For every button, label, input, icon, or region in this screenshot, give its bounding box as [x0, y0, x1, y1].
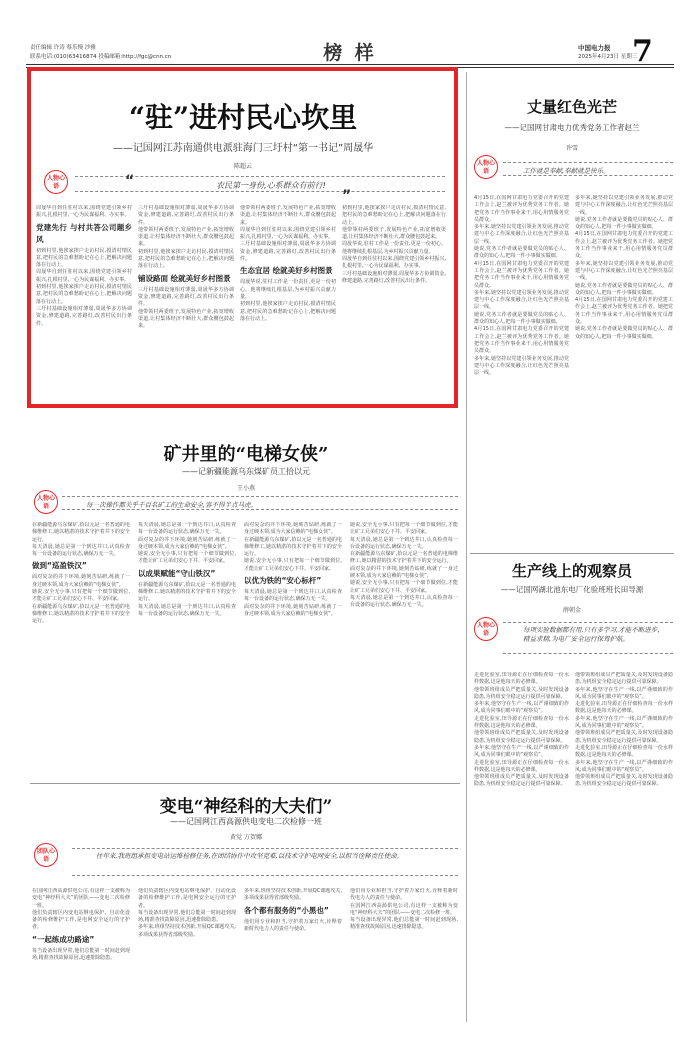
- red-quote-text: 工作就是奉献,奉献就是快乐。: [523, 167, 610, 175]
- elevator-col-4: 她说,安全无小事,只有把每一个细节做到位,才能让矿工兄弟们安心下井、平安回家。 每天清晨,她总是第一个到达井口,认真检查每一台设备的运行状态,确保万无一失。 在新疆能源乌东煤矿,拾以元是一名普通的电梯维修工,她以精湛的技术守护着井下的安全运行。 面对复杂的井下环境,她刻苦钻研,练就了一身过硬本领,成为大家信赖的“电梯女侠”。 她说,安全无小事,只有把每一个细节做到位,才能让矿工兄弟们安心下井、平安回家。 每天清晨,她总是第一个到达井口,认真检查每一台设备的运行状态,确保万无一失。: [350, 522, 458, 609]
- right-separator: [470, 553, 674, 554]
- contact-line: 联系电话:(010)63416874 投稿邮箱:http://fgc@cnn.cn: [30, 54, 172, 60]
- substation-badge: 团队心语: [34, 843, 58, 867]
- village-col-2: 三圩村基础设施相对薄弱,周晟华多方协调资金,修建道路,完善路灯,改善村民出行条件。 他带领村两委班子,发展特色产业,拓宽增收渠道,让村集体经济不断壮大,群众腰包鼓起来。 初到村里,他挨家挨户走访村民,摸清村情民意,把村民的急难愁盼记在心上,把解决问题落在行动上。 铺设路面 绘就美好乡村图景 三圩村基础设施相对薄弱,周晟华多方协调资金,修建道路,完善路灯,改善村民出行条件。 他带领村两委班子,发展特色产业,拓宽增收渠道,让村集体经济不断壮大,群众腰包鼓起来。: [138, 205, 234, 330]
- substation-head-1: “一起练成功路途”: [32, 934, 95, 944]
- column-divider: [466, 72, 467, 1022]
- substation-head-2: 各个都有服务的“小黑也”: [244, 905, 329, 915]
- elevator-quote: [62, 496, 458, 510]
- elevator-title: 矿井里的“电梯女侠”: [163, 444, 329, 465]
- left-separator: [30, 783, 460, 784]
- observer-quote: [503, 622, 673, 654]
- elevator-col-2: 每天清晨,她总是第一个到达井口,认真检查每一台设备的运行状态,确保万无一失。 面对复杂的井下环境,她刻苦钻研,练就了一身过硬本领,成为大家信赖的“电梯女侠”。 她说,安全无小事,只有把每一个细节做到位,才能让矿工兄弟们安心下井、平安回家。 以成果赋能“守山铁汉” 在新疆能源乌东煤矿,拾以元是一名普通的电梯维修工,她以精湛的技术守护着井下的安全运行。 每天清晨,她总是第一个到达井口,认真检查每一台设备的运行状态,确保万无一失。: [138, 522, 236, 617]
- elevator-subtitle: ——记新疆能源乌东煤矿员工拾以元: [182, 467, 310, 476]
- red-col-1: 4月15日,在国网甘肃电力党委召开的党建工作会上,赵兰被评为优秀党务工作者。她把党务工作当作事业来干,用心用情服务党员群众。 多年来,她坚持以党建引领业务发展,推动党建与中心工作深度融合,让红色光芒照亮基层一线。 她说,党务工作者就是要做党员的贴心人、群众的知心人,把每一件小事做实做细。 4月15日,在国网甘肃电力党委召开的党建工作会上,赵兰被评为优秀党务工作者。她把党务工作当作事业来干,用心用情服务党员群众。 多年来,她坚持以党建引领业务发展,推动党建与中心工作深度融合,让红色光芒照亮基层一线。 她说,党务工作者就是要做党员的贴心人、群众的知心人,把每一件小事做实做细。 4月15日,在国网甘肃电力党委召开的党建工作会上,赵兰被评为优秀党务工作者。她把党务工作当作事业来干,用心用情服务党员群众。 多年来,她坚持以党建引领业务发展,推动党建与中心工作深度融合,让红色光芒照亮基层一线。: [474, 195, 569, 377]
- red-col-2: 多年来,她坚持以党建引领业务发展,推动党建与中心工作深度融合,让红色光芒照亮基层一线。 她说,党务工作者就是要做党员的贴心人、群众的知心人,把每一件小事做实做细。 4月15日,在国网甘肃电力党委召开的党建工作会上,赵兰被评为优秀党务工作者。她把党务工作当作事业来干,用心用情服务党员群众。 多年来,她坚持以党建引领业务发展,推动党建与中心工作深度融合,让红色光芒照亮基层一线。 她说,党务工作者就是要做党员的贴心人、群众的知心人,把每一件小事做实做细。 4月15日,在国网甘肃电力党委召开的党建工作会上,赵兰被评为优秀党务工作者。她把党务工作当作事业来干,用心用情服务党员群众。 她说,党务工作者就是要做党员的贴心人、群众的知心人,把每一件小事做实做细。: [575, 195, 673, 340]
- observer-subtitle: ——记国网湖北池东电厂化验班班长田导源: [500, 585, 644, 594]
- elevator-quote-text: 每一次操作都关乎千百名矿工的生命安全,容不得半点马虎。: [86, 501, 258, 509]
- substation-subtitle: ——记国网江西高源供电变电二次检修一班: [170, 817, 322, 826]
- elevator-head-3: 以优为铁的“安心标杆”: [244, 576, 322, 586]
- observer-title: 生产线上的观察员: [511, 562, 632, 580]
- village-head-1: 党建先行 与村共答公司题乡风: [36, 222, 132, 244]
- red-badge: 人物心语: [474, 155, 498, 179]
- elevator-head-1: 做到“巡盈铁汉”: [32, 561, 87, 571]
- close-quote-icon: ”: [342, 188, 352, 204]
- observer-author: 薛朝金: [562, 607, 581, 614]
- masthead-right: [578, 44, 637, 62]
- substation-col-1: 在国网江西高源供电公司,有这样一支被称为变电“神经科大夫”的团队——变电二次检修一班。 他们负责辖区内变电站继电保护、自动化设备的检修维护工作,是电网安全运行的守护者。 “一起练成功路途” 每当设备出现异常,他们总能第一时间赶到现场,精准查找故障原因,迅速排除隐患。: [32, 888, 130, 962]
- observer-col-2: 他带领班组成员严把质量关,及时发现设备隐患,为机组安全稳定运行提供可靠保障。 多年来,他坚守在生产一线,以严谨细致的作风,成为同事们眼中的“观察员”。 走进化验室,田导源正在仔细检查每一份水样数据,这是他每天的必修课。 多年来,他坚守在生产一线,以严谨细致的作风,成为同事们眼中的“观察员”。 他带领班组成员严把质量关,及时发现设备隐患,为机组安全稳定运行提供可靠保障。 走进化验室,田导源正在仔细检查每一份水样数据,这是他每天的必修课。 多年来,他坚守在生产一线,以严谨细致的作风,成为同事们眼中的“观察员”。 他带领班组成员严把质量关,及时发现设备隐患,为机组安全稳定运行提供可靠保障。: [575, 672, 673, 788]
- newspaper-name: 中国电力报: [578, 44, 611, 52]
- open-quote-icon: “: [125, 173, 135, 189]
- elevator-author: 王小燕: [236, 485, 255, 492]
- village-col-4: 初到村里,他挨家挨户走访村民,摸清村情民意,把村民的急难愁盼记在心上,把解决问题落在行动上。 他带领村两委班子,发展特色产业,拓宽增收渠道,让村集体经济不断壮大,群众腰包鼓起来。 周晟华说,驻村工作是一份责任,更是一份初心。他将继续扎根基层,为乡村振兴贡献力量。 周晟华自到任驻村以来,围绕党建引领乡村振兴,扎根村里,一心为民谋福利、办实事。 三圩村基础设施相对薄弱,周晟华多方协调资金,修建道路,完善路灯,改善村民出行条件。: [342, 205, 446, 284]
- village-title: “驻”进村民心坎里: [128, 101, 358, 134]
- page-number: 7: [632, 34, 653, 69]
- red-author: 许雪: [565, 145, 578, 152]
- village-author: 陈超云: [233, 163, 252, 170]
- substation-col-3: 多年来,班组坚持技术创新,开展QC课题攻关,多项成果获得省部级奖励。 各个都有服务的“小黑也” 他们用专业和担当,守护着万家灯火,诠释着新时代电力人的责任与使命。: [244, 888, 342, 932]
- masthead-left: [30, 44, 171, 62]
- village-badge: 人物心语: [44, 170, 68, 194]
- issue-date: 2025年4月23日 星期三: [578, 54, 638, 60]
- village-col-3: 他带领村两委班子,发展特色产业,拓宽增收渠道,让村集体经济不断壮大,群众腰包鼓起来。 周晟华自到任驻村以来,围绕党建引领乡村振兴,扎根村里,一心为民谋福利、办实事。 三圩村基础设施相对薄弱,周晟华多方协调资金,修建道路,完善路灯,改善村民出行条件。 生态宜居 绘就美好乡村图景 周晟华说,驻村工作是一份责任,更是一份初心。他将继续扎根基层,为乡村振兴贡献力量。 初到村里,他挨家挨户走访村民,摸清村情民意,把村民的急难愁盼记在心上,把解决问题落在行动上。: [240, 205, 336, 322]
- red-title: 丈量红色光芒: [526, 98, 617, 116]
- elevator-col-1: 在新疆能源乌东煤矿,拾以元是一名普通的电梯维修工,她以精湛的技术守护着井下的安全运行。 每天清晨,她总是第一个到达井口,认真检查每一台设备的运行状态,确保万无一失。 做到“巡盈铁汉” 面对复杂的井下环境,她刻苦钻研,练就了一身过硬本领,成为大家信赖的“电梯女侠”。 她说,安全无小事,只有把每一个细节做到位,才能让矿工兄弟们安心下井、平安回家。 在新疆能源乌东煤矿,拾以元是一名普通的电梯维修工,她以精湛的技术守护着井下的安全运行。: [32, 522, 130, 625]
- village-quote-text: 农民第一身份,心系群众有前行!: [216, 181, 326, 190]
- elevator-head-2: 以成果赋能“守山铁汉”: [138, 568, 216, 578]
- editor-line: 责任编辑 许涛 蔡乐慢 沙雅: [30, 45, 96, 51]
- village-head-3: 生态宜居 绘就美好乡村图景: [240, 266, 333, 276]
- observer-col-1: 走进化验室,田导源正在仔细检查每一份水样数据,这是他每天的必修课。 他带领班组成员严把质量关,及时发现设备隐患,为机组安全稳定运行提供可靠保障。 多年来,他坚守在生产一线,以严谨细致的作风,成为同事们眼中的“观察员”。 走进化验室,田导源正在仔细检查每一份水样数据,这是他每天的必修课。 他带领班组成员严把质量关,及时发现设备隐患,为机组安全稳定运行提供可靠保障。 多年来,他坚守在生产一线,以严谨细致的作风,成为同事们眼中的“观察员”。 走进化验室,田导源正在仔细检查每一份水样数据,这是他每天的必修课。 他带领班组成员严把质量关,及时发现设备隐患,为机组安全稳定运行提供可靠保障。: [474, 672, 569, 788]
- highlight-box: [27, 67, 458, 408]
- elevator-badge: 人物心语: [34, 490, 58, 514]
- village-subtitle: ——记国网江苏南通供电派驻海门三圩村“第一书记”周晟华: [112, 143, 374, 154]
- red-subtitle: ——记国网甘肃电力优秀党务工作者赵兰: [504, 123, 640, 132]
- substation-col-2: 他们负责辖区内变电站继电保护、自动化设备的检修维护工作,是电网安全运行的守护者。 每当设备出现异常,他们总能第一时间赶到现场,精准查找故障原因,迅速排除隐患。 多年来,班组坚持技术创新,开展QC课题攻关,多项成果获得省部级奖励。: [138, 888, 236, 938]
- substation-title: 变电“神经科的大夫们”: [159, 797, 333, 817]
- substation-col-4: 他们用专业和担当,守护着万家灯火,诠释着新时代电力人的责任与使命。 在国网江西高源供电公司,有这样一支被称为变电“神经科大夫”的团队——变电二次检修一班。 每当设备出现异常,他们总能第一时间赶到现场,精准查找故障原因,迅速排除隐患。: [350, 888, 458, 931]
- red-quote: [503, 162, 673, 176]
- masthead-rule: [26, 64, 674, 65]
- elevator-col-3: 面对复杂的井下环境,她刻苦钻研,练就了一身过硬本领,成为大家信赖的“电梯女侠”。 在新疆能源乌东煤矿,拾以元是一名普通的电梯维修工,她以精湛的技术守护着井下的安全运行。 她说,安全无小事,只有把每一个细节做到位,才能让矿工兄弟们安心下井、平安回家。 以优为铁的“安心标杆” 每天清晨,她总是第一个到达井口,认真检查每一台设备的运行状态,确保万无一失。 面对复杂的井下环境,她刻苦钻研,练就了一身过硬本领,成为大家信赖的“电梯女侠”。: [244, 522, 342, 617]
- village-col-1: 周晟华自到任驻村以来,围绕党建引领乡村振兴,扎根村里,一心为民谋福利、办实事。 党建先行 与村共答公司题乡风 初到村里,他挨家挨户走访村民,摸清村情民意,把村民的急难愁盼记在心上,把解决问题落在行动上。 周晟华自到任驻村以来,围绕党建引领乡村振兴,扎根村里,一心为民谋福利、办实事。 初到村里,他挨家挨户走访村民,摸清村情民意,把村民的急难愁盼记在心上,把解决问题落在行动上。 三圩村基础设施相对薄弱,周晟华多方协调资金,修建道路,完善路灯,改善村民出行条件。: [36, 205, 132, 327]
- substation-quote: [72, 848, 458, 876]
- substation-quote-text: 往年来,我班组承担变电站运维检修任务,在团结协作中攻坚克难,以技术守护电网安全,以担当诠释责任使命。: [96, 852, 404, 860]
- observer-quote-text: 每项实验数据都有用,只有多学习,才能不断进步、精益求精,为电厂安全运行保驾护航。: [523, 626, 664, 643]
- observer-badge: 人物心语: [474, 617, 498, 641]
- substation-author: 黄觉 万贺娜: [230, 834, 262, 841]
- section-title: 榜 样: [323, 42, 377, 64]
- village-head-2: 铺设路面 绘就美好乡村图景: [138, 273, 231, 283]
